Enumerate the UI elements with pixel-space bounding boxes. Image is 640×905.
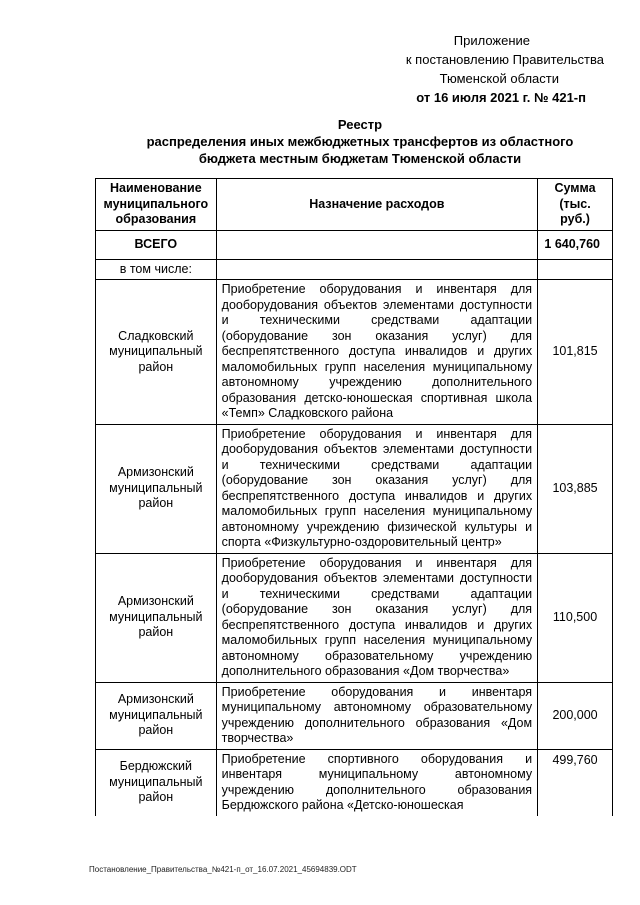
row-purpose: Приобретение оборудования и инвентаря для дооборудования объектов элементами доступности и техническими средствами адаптации (оборудование зон оказания услуг) для беспрепятственного доступа инвалидов и других маломобильных групп населения муниципальному автономному образовательному учреждению дополнительного образования «Дом творчества» — [216, 553, 537, 682]
document-title — [40, 116, 640, 167]
row-municipality: Армизонский муниципальный район — [96, 682, 217, 749]
total-purpose-empty — [216, 230, 537, 259]
row-municipality: Армизонский муниципальный район — [96, 424, 217, 553]
table-header-row — [96, 179, 613, 231]
table-row — [96, 682, 613, 749]
title-line-1: Реестр — [337, 117, 383, 132]
including-empty-purpose — [216, 259, 537, 280]
table-row — [96, 424, 613, 553]
appendix-block — [324, 31, 604, 107]
total-label: ВСЕГО — [96, 230, 217, 259]
table-row — [96, 749, 613, 816]
header-amount: Сумма (тыс. руб.) — [538, 179, 613, 231]
row-amount: 200,000 — [538, 682, 613, 749]
total-row — [96, 230, 613, 259]
appendix-resolution-date: от 16 июля 2021 г. № 421-п — [416, 90, 586, 105]
row-municipality: Сладковский муниципальный район — [96, 280, 217, 425]
appendix-line-2: к постановлению Правительства — [405, 52, 604, 67]
file-footer: Постановление_Правительства_№421-п_от_16.07.2021_45694839.ODT — [89, 865, 357, 874]
appendix-line-3: Тюменской области — [439, 71, 559, 86]
title-line-3: бюджета местным бюджетам Тюменской области — [198, 151, 522, 166]
row-purpose: Приобретение оборудования и инвентаря для дооборудования объектов элементами доступности и техническими средствами адаптации (оборудование зон оказания услуг) для беспрепятственного доступа инвалидов и других маломобильных групп населения муниципальному автономному учреждению физической культуры и спорта «Физкультурно-оздоровительный центр» — [216, 424, 537, 553]
title-line-2: распределения иных межбюджетных трансфертов из областного — [146, 134, 574, 149]
transfers-table — [95, 178, 613, 816]
row-purpose: Приобретение оборудования и инвентаря для дооборудования объектов элементами доступности и техническими средствами адаптации (оборудование зон оказания услуг) для беспрепятственного доступа инвалидов и других маломобильных групп населения муниципальному автономному учреждению дополнительного образования детско-юношеская спортивная школа «Темп» Сладковского района — [216, 280, 537, 425]
row-amount: 101,815 — [538, 280, 613, 425]
row-purpose: Приобретение оборудования и инвентаря муниципальному автономному образовательному учреждению дополнительного образования «Дом творчества» — [216, 682, 537, 749]
table-row — [96, 553, 613, 682]
row-purpose: Приобретение спортивного оборудования и инвентаря муниципальному автономному учреждению дополнительного образования Бердюжского района «Детско-юношеская — [216, 749, 537, 816]
row-amount: 499,760 — [538, 749, 613, 816]
row-municipality: Бердюжский муниципальный район — [96, 749, 217, 816]
appendix-line-1: Приложение — [453, 33, 530, 48]
header-municipality: Наименование муниципального образования — [96, 179, 217, 231]
row-amount: 110,500 — [538, 553, 613, 682]
header-purpose: Назначение расходов — [216, 179, 537, 231]
row-amount: 103,885 — [538, 424, 613, 553]
table-row — [96, 280, 613, 425]
row-municipality: Армизонский муниципальный район — [96, 553, 217, 682]
including-row — [96, 259, 613, 280]
total-amount: 1 640,760 — [538, 230, 613, 259]
including-label: в том числе: — [96, 259, 217, 280]
including-empty-amount — [538, 259, 613, 280]
